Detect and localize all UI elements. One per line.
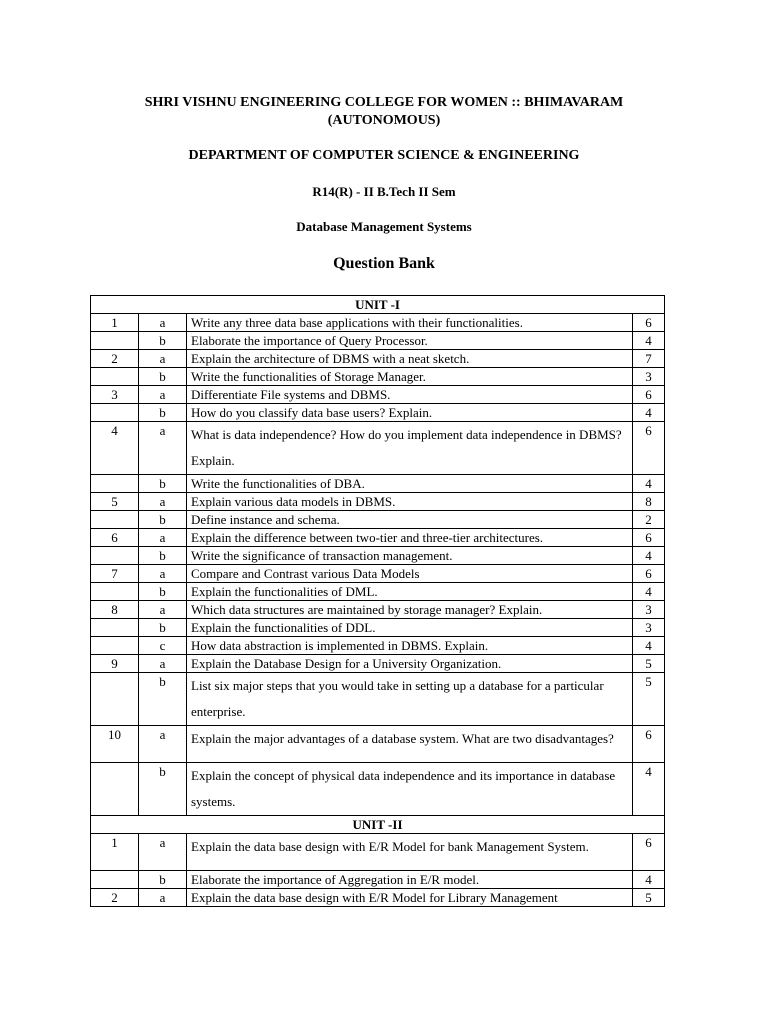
question-number <box>91 583 139 601</box>
question-number <box>91 871 139 889</box>
department-title: DEPARTMENT OF COMPUTER SCIENCE & ENGINEERING <box>188 148 580 163</box>
question-row <box>91 889 665 907</box>
sub-question-letter: b <box>139 673 187 726</box>
sub-question-letter: a <box>139 350 187 368</box>
question-number <box>91 547 139 565</box>
question-number <box>91 332 139 350</box>
question-row <box>91 422 665 475</box>
question-marks: 4 <box>633 475 665 493</box>
question-number <box>91 637 139 655</box>
college-name-line1: SHRI VISHNU ENGINEERING COLLEGE FOR WOMEN :: BHIMAVARAM <box>144 95 624 110</box>
unit-title: UNIT -II <box>91 816 665 834</box>
sub-question-letter: a <box>139 834 187 871</box>
question-bank-table <box>90 295 665 907</box>
question-text: Differentiate File systems and DBMS. <box>187 386 633 404</box>
unit-header-row <box>91 816 665 834</box>
sub-question-letter: b <box>139 368 187 386</box>
subject-title: Database Management Systems <box>296 219 472 234</box>
sub-question-letter: a <box>139 726 187 763</box>
question-number: 6 <box>91 529 139 547</box>
question-number: 3 <box>91 386 139 404</box>
sub-question-letter: b <box>139 619 187 637</box>
question-number: 1 <box>91 834 139 871</box>
question-text: How do you classify data base users? Explain. <box>187 404 633 422</box>
question-marks: 5 <box>633 889 665 907</box>
unit-header-row <box>91 296 665 314</box>
college-name-line2: (AUTONOMOUS) <box>327 113 441 128</box>
question-marks: 3 <box>633 601 665 619</box>
question-text: Explain the concept of physical data independence and its importance in database systems. <box>187 763 633 816</box>
question-row <box>91 834 665 871</box>
question-number <box>91 673 139 726</box>
question-row <box>91 601 665 619</box>
question-marks: 6 <box>633 314 665 332</box>
question-row <box>91 511 665 529</box>
question-row <box>91 386 665 404</box>
question-number: 10 <box>91 726 139 763</box>
question-row <box>91 475 665 493</box>
question-text: Elaborate the importance of Query Processor. <box>187 332 633 350</box>
question-marks: 6 <box>633 422 665 475</box>
course-title: R14(R) - II B.Tech II Sem <box>312 184 456 199</box>
question-marks: 5 <box>633 673 665 726</box>
question-marks: 6 <box>633 529 665 547</box>
sub-question-letter: a <box>139 565 187 583</box>
question-text: Explain the functionalities of DDL. <box>187 619 633 637</box>
sub-question-letter: b <box>139 763 187 816</box>
question-row <box>91 565 665 583</box>
question-number <box>91 368 139 386</box>
sub-question-letter: b <box>139 511 187 529</box>
question-text: Explain the Database Design for a University Organization. <box>187 655 633 673</box>
question-marks: 7 <box>633 350 665 368</box>
question-number <box>91 475 139 493</box>
question-marks: 4 <box>633 637 665 655</box>
sub-question-letter: a <box>139 889 187 907</box>
college-name <box>0 94 768 130</box>
question-row <box>91 871 665 889</box>
unit-title: UNIT -I <box>91 296 665 314</box>
question-text: Which data structures are maintained by storage manager? Explain. <box>187 601 633 619</box>
sub-question-letter: b <box>139 475 187 493</box>
question-row <box>91 763 665 816</box>
question-number: 8 <box>91 601 139 619</box>
question-marks: 4 <box>633 763 665 816</box>
question-text: Elaborate the importance of Aggregation in E/R model. <box>187 871 633 889</box>
question-marks: 6 <box>633 565 665 583</box>
question-row <box>91 673 665 726</box>
question-number: 9 <box>91 655 139 673</box>
question-text: Explain various data models in DBMS. <box>187 493 633 511</box>
question-number <box>91 763 139 816</box>
document-title: Question Bank <box>333 255 435 272</box>
question-text: Explain the architecture of DBMS with a neat sketch. <box>187 350 633 368</box>
question-marks: 3 <box>633 368 665 386</box>
question-text: Write the functionalities of Storage Manager. <box>187 368 633 386</box>
question-row <box>91 493 665 511</box>
question-number: 2 <box>91 889 139 907</box>
question-row <box>91 726 665 763</box>
question-marks: 5 <box>633 655 665 673</box>
sub-question-letter: a <box>139 655 187 673</box>
question-row <box>91 404 665 422</box>
sub-question-letter: b <box>139 583 187 601</box>
sub-question-letter: a <box>139 601 187 619</box>
question-row <box>91 350 665 368</box>
question-number: 5 <box>91 493 139 511</box>
sub-question-letter: b <box>139 332 187 350</box>
question-number <box>91 511 139 529</box>
sub-question-letter: a <box>139 529 187 547</box>
question-number: 7 <box>91 565 139 583</box>
question-marks: 4 <box>633 547 665 565</box>
question-marks: 4 <box>633 404 665 422</box>
question-number: 2 <box>91 350 139 368</box>
sub-question-letter: a <box>139 386 187 404</box>
question-marks: 6 <box>633 386 665 404</box>
question-row <box>91 655 665 673</box>
question-row <box>91 332 665 350</box>
question-marks: 2 <box>633 511 665 529</box>
question-row <box>91 619 665 637</box>
question-text: Define instance and schema. <box>187 511 633 529</box>
question-text: Explain the data base design with E/R Model for bank Management System. <box>187 834 633 871</box>
question-text: Explain the data base design with E/R Model for Library Management <box>187 889 633 907</box>
question-marks: 6 <box>633 834 665 871</box>
question-text: Explain the difference between two-tier and three-tier architectures. <box>187 529 633 547</box>
sub-question-letter: b <box>139 404 187 422</box>
question-row <box>91 583 665 601</box>
question-number: 1 <box>91 314 139 332</box>
question-marks: 3 <box>633 619 665 637</box>
question-text: What is data independence? How do you implement data independence in DBMS? Explain. <box>187 422 633 475</box>
question-row <box>91 314 665 332</box>
question-number <box>91 404 139 422</box>
question-row <box>91 529 665 547</box>
question-text: Write the significance of transaction management. <box>187 547 633 565</box>
question-marks: 6 <box>633 726 665 763</box>
question-text: Explain the functionalities of DML. <box>187 583 633 601</box>
question-row <box>91 368 665 386</box>
question-text: List six major steps that you would take in setting up a database for a particular enterprise. <box>187 673 633 726</box>
question-number: 4 <box>91 422 139 475</box>
sub-question-letter: a <box>139 314 187 332</box>
question-number <box>91 619 139 637</box>
sub-question-letter: a <box>139 422 187 475</box>
question-text: Compare and Contrast various Data Models <box>187 565 633 583</box>
sub-question-letter: c <box>139 637 187 655</box>
question-marks: 4 <box>633 332 665 350</box>
question-marks: 4 <box>633 583 665 601</box>
question-text: Explain the major advantages of a database system. What are two disadvantages? <box>187 726 633 763</box>
question-text: Write the functionalities of DBA. <box>187 475 633 493</box>
sub-question-letter: b <box>139 871 187 889</box>
question-marks: 8 <box>633 493 665 511</box>
sub-question-letter: a <box>139 493 187 511</box>
question-text: Write any three data base applications with their functionalities. <box>187 314 633 332</box>
question-marks: 4 <box>633 871 665 889</box>
question-text: How data abstraction is implemented in DBMS. Explain. <box>187 637 633 655</box>
question-row <box>91 547 665 565</box>
question-row <box>91 637 665 655</box>
sub-question-letter: b <box>139 547 187 565</box>
